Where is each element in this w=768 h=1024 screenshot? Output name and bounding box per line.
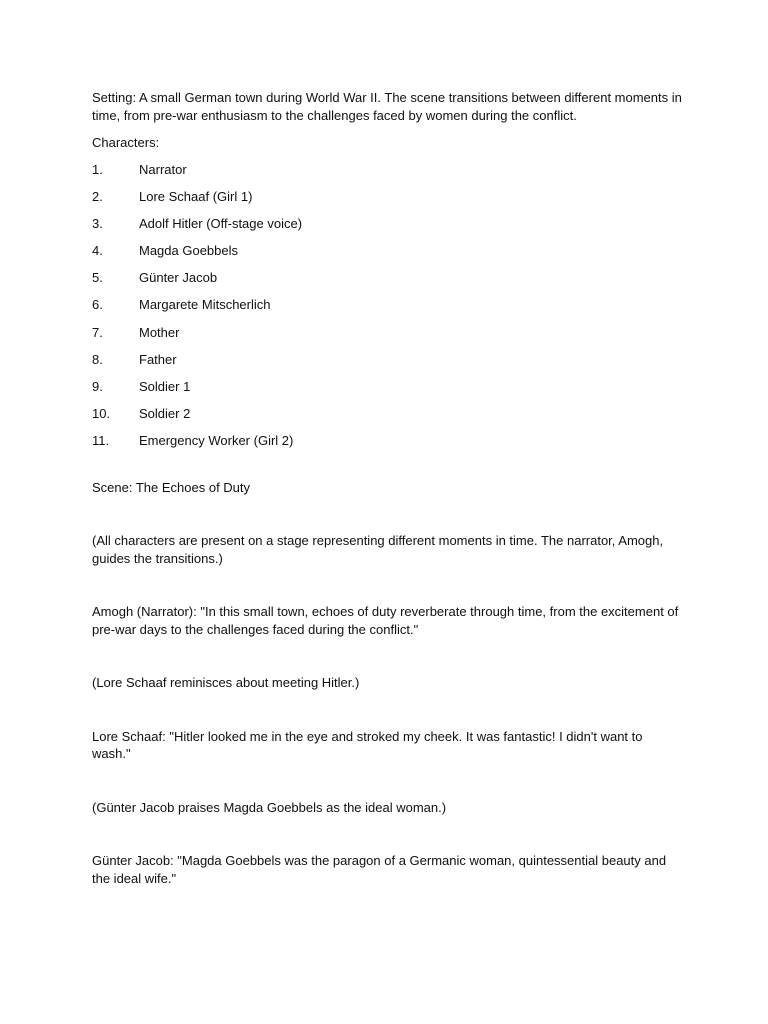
- character-name: Soldier 2: [139, 406, 191, 422]
- character-number: 3.: [92, 215, 103, 231]
- stage-direction: (Lore Schaaf reminisces about meeting Hitler.): [92, 675, 360, 691]
- character-item: [92, 269, 682, 296]
- character-name: Soldier 1: [139, 379, 191, 394]
- character-item: [92, 351, 682, 378]
- character-item: [92, 432, 682, 459]
- character-item: [92, 188, 682, 215]
- character-number: 8.: [92, 351, 103, 367]
- character-name: Günter Jacob: [139, 270, 218, 286]
- dialogue-line: Lore Schaaf: "Hitler looked me in the eye and stroked my cheek. It was fantastic! I didn't want to wash.": [92, 728, 643, 762]
- character-name: Magda Goebbels: [139, 243, 239, 259]
- document-body: [92, 89, 682, 887]
- scene-title: Scene: The Echoes of Duty: [92, 479, 251, 495]
- setting-paragraph: Setting: A small German town during World War II. The scene transitions between different moments in time, from pre-war enthusiasm to the challenges faced by women during the conflict.: [92, 90, 682, 123]
- character-number: 1.: [92, 161, 103, 177]
- character-number: 2.: [92, 188, 103, 204]
- character-number: 10.: [92, 406, 111, 422]
- character-item: [92, 215, 682, 242]
- character-name: Adolf Hitler (Off-stage voice): [139, 215, 303, 231]
- character-item: [92, 161, 682, 188]
- character-number: 9.: [92, 379, 103, 394]
- character-item: [92, 324, 682, 351]
- character-name: Margarete Mitscherlich: [139, 297, 271, 313]
- dialogue-line: Amogh (Narrator): "In this small town, echoes of duty reverberate through time, from the excitement of pre-war days to the challenges faced during the conflict.": [92, 604, 679, 637]
- character-item: [92, 296, 682, 323]
- stage-direction: (Günter Jacob praises Magda Goebbels as the ideal woman.): [92, 799, 447, 815]
- character-item: [92, 378, 682, 405]
- character-number: 4.: [92, 243, 103, 259]
- character-name: Narrator: [139, 161, 187, 177]
- dialogue-line: Günter Jacob: "Magda Goebbels was the paragon of a Germanic woman, quintessential beauty and the ideal wife.": [92, 853, 667, 886]
- character-item: [92, 405, 682, 432]
- characters-heading: Characters:: [92, 135, 160, 150]
- character-item: [92, 242, 682, 269]
- character-number: 11.: [92, 433, 110, 449]
- character-number: 6.: [92, 297, 103, 313]
- character-name: Father: [139, 351, 177, 367]
- character-name: Mother: [139, 324, 180, 340]
- characters-list: [92, 161, 682, 460]
- stage-direction: (All characters are present on a stage representing different moments in time. The narrator, Amogh, guides the transitions.): [92, 533, 664, 566]
- character-name: Lore Schaaf (Girl 1): [139, 188, 253, 204]
- character-name: Emergency Worker (Girl 2): [139, 433, 294, 449]
- character-number: 7.: [92, 324, 103, 340]
- character-number: 5.: [92, 270, 103, 286]
